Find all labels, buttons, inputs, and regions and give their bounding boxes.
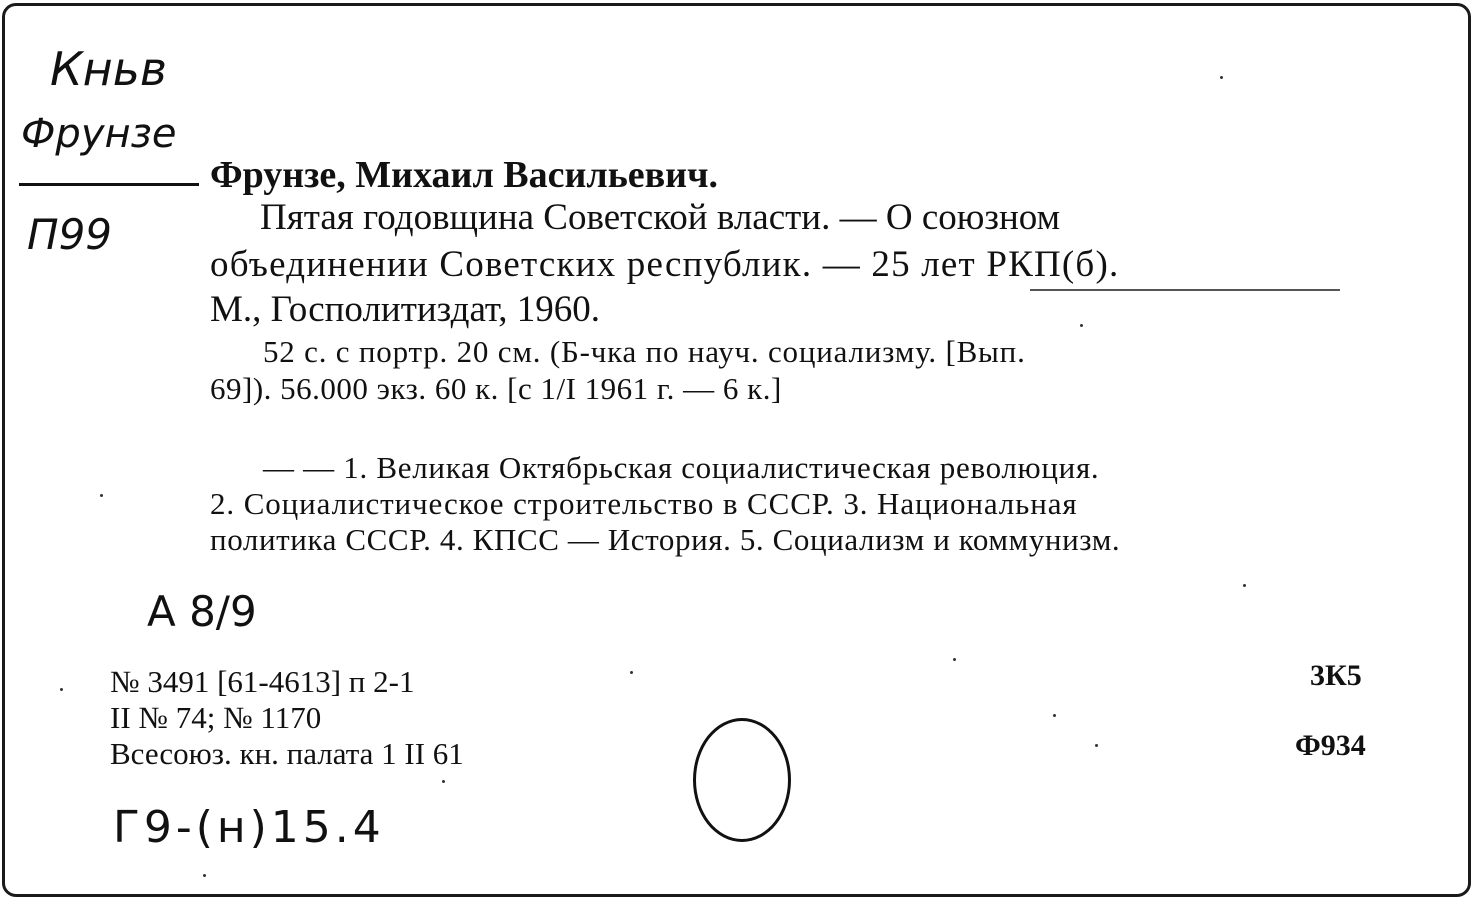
handwritten-author-mark: А 8/9	[147, 587, 257, 636]
catalog-card	[2, 3, 1471, 897]
footer-left-line-2: II № 74; № 1170	[110, 700, 322, 735]
subject-line-2: 2. Социалистическое строительство в СССР. 3. Национальная	[210, 486, 1078, 521]
margin-underline	[19, 183, 199, 186]
handwritten-note-name: Фрунзе	[21, 111, 177, 157]
handwritten-bottom-code: Г9-(н)15.4	[113, 802, 385, 853]
scribble-underline	[1030, 289, 1340, 291]
subject-line-3: политика СССР. 4. КПСС — История. 5. Социализм и коммунизм.	[210, 522, 1121, 557]
punch-hole	[693, 718, 791, 842]
description-line-2: 69]). 56.000 экз. 60 к. [с 1/I 1961 г. — 6 к.]	[210, 371, 782, 406]
speck	[100, 494, 103, 497]
speck	[953, 658, 956, 661]
subject-line-1: — — 1. Великая Октябрьская социалистическая революция.	[263, 450, 1100, 485]
handwritten-shelf-code: П99	[27, 210, 113, 259]
speck	[1095, 744, 1098, 747]
description-line-1: 52 с. с портр. 20 см. (Б-чка по науч. социализму. [Вып.	[263, 334, 1026, 369]
speck	[1243, 584, 1246, 587]
footer-left-line-3: Всесоюз. кн. палата 1 II 61	[110, 736, 464, 771]
speck	[1220, 76, 1223, 79]
imprint-line: М., Госполитиздат, 1960.	[210, 289, 601, 330]
speck	[630, 671, 633, 674]
title-line-1-text: Пятая годовщина Советской власти. — О союзном	[260, 197, 1061, 238]
footer-left-line-1: № 3491 [61-4613] п 2-1	[110, 664, 415, 699]
author-heading: Фрунзе, Михаил Васильевич.	[210, 154, 719, 196]
title-line-2: объединении Советских республик. — 25 лет РКП(б).	[210, 244, 1120, 285]
speck	[1053, 714, 1056, 717]
speck	[1080, 324, 1083, 327]
classification-code: 3К5	[1310, 659, 1362, 692]
speck	[442, 780, 445, 783]
author-sign: Ф934	[1295, 729, 1366, 762]
title-line-1	[260, 199, 1368, 236]
handwritten-note-top: Кньв	[50, 42, 167, 96]
speck	[60, 688, 63, 691]
speck	[203, 874, 206, 877]
